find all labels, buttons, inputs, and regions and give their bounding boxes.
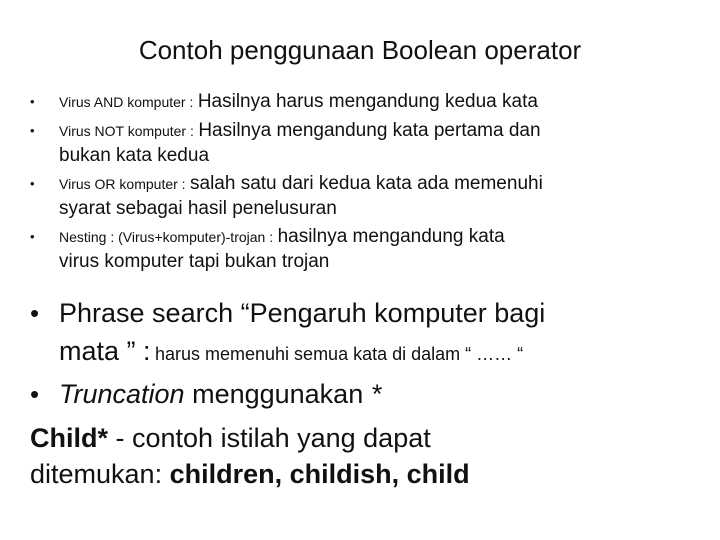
phrase-search-note: harus memenuhi semua kata di dalam “ …… “ xyxy=(154,344,524,364)
child-text: - contoh istilah yang dapat xyxy=(115,423,431,453)
slide-title: Contoh penggunaan Boolean operator xyxy=(138,35,582,65)
operator-description: Hasilnya mengandung kata pertama dan xyxy=(198,120,541,141)
child-term: Child* xyxy=(30,423,108,453)
child-examples: children, childish, child xyxy=(169,459,470,489)
operator-description: salah satu dari kedua kata ada memenuhi xyxy=(190,173,543,194)
operator-description: hasilnya mengandung kata xyxy=(277,226,505,247)
child-example xyxy=(30,420,710,492)
list-item-truncation xyxy=(30,375,710,413)
list-item-and xyxy=(30,90,700,115)
operator-description-cont: syarat sebagai hasil penelusuran xyxy=(59,198,337,219)
bullet: • xyxy=(30,94,35,109)
truncation-text: menggunakan xyxy=(192,379,364,409)
list-item-or xyxy=(30,172,700,221)
operator-example: Nesting : (Virus+komputer)-trojan : xyxy=(59,229,274,245)
list-item-nesting xyxy=(30,225,700,274)
phrase-search-line1: Phrase search “Pengaruh komputer bagi xyxy=(59,298,546,328)
operator-description: Hasilnya harus mengandung kedua kata xyxy=(197,91,538,112)
operator-example: Virus NOT komputer : xyxy=(59,123,194,139)
operator-description-cont: virus komputer tapi bukan trojan xyxy=(59,251,330,272)
bullet: • xyxy=(30,176,35,191)
child-lead: ditemukan: xyxy=(30,459,163,489)
operator-description-cont: bukan kata kedua xyxy=(59,145,210,166)
operator-example: Virus AND komputer : xyxy=(59,94,194,110)
bullet: • xyxy=(30,229,35,244)
list-item-phrase-search xyxy=(30,294,710,375)
bullet: • xyxy=(30,379,40,409)
bullet: • xyxy=(30,123,35,138)
truncation-symbol: * xyxy=(370,379,382,409)
phrase-search-line2: mata ” : xyxy=(59,336,151,366)
bullet: • xyxy=(30,298,40,328)
boolean-operator-list xyxy=(30,90,700,274)
list-item-not xyxy=(30,119,700,168)
search-technique-list xyxy=(30,294,710,413)
operator-example: Virus OR komputer : xyxy=(59,176,186,192)
truncation-term: Truncation xyxy=(59,379,185,409)
